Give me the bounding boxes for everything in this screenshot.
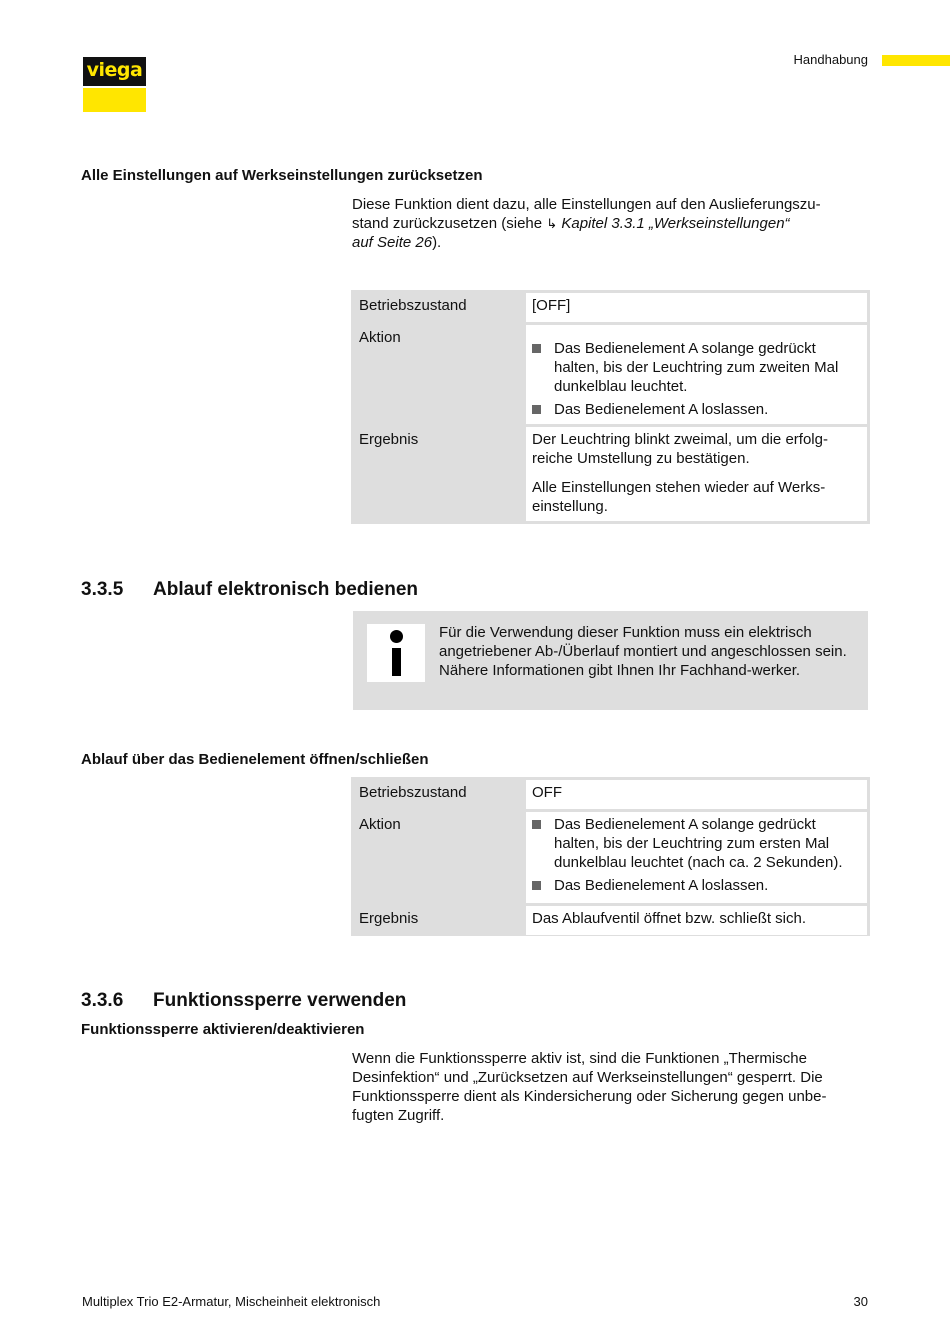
page-link[interactable]: auf Seite 26	[352, 234, 433, 251]
footer-doc-title: Multiplex Trio E2-Armatur, Mischeinheit elektronisch	[82, 1294, 381, 1309]
section-number: 3.3.6	[81, 990, 124, 1011]
section-title: Ablauf elektronisch bedienen	[153, 579, 418, 600]
result-text: Der Leuchtring blinkt zweimal, um die erfolg-reiche Umstellung zu bestätigen.	[532, 431, 828, 467]
row-label: Betriebszustand	[359, 784, 467, 801]
row-label: Ergebnis	[359, 431, 419, 448]
table-row	[351, 424, 870, 524]
info-text: Für die Verwendung dieser Funktion muss ein elektrisch angetriebener Ab-/Überlauf montiert und angeschlossen sein. Nähere Informationen gibt Ihnen Ihr Fachhand-werker.	[439, 624, 847, 679]
table-row	[351, 322, 870, 424]
logo-wordmark: viega	[86, 59, 143, 81]
function-lock-text: Wenn die Funktionssperre aktiv ist, sind die Funktionen „Thermische Desinfektion“ und „Zurücksetzen auf Werkseinstellungen“ gesperrt. Die Funktionssperre dient als Kindersicherung oder Sicherung gegen unbe-fugten Zugriff.	[352, 1050, 827, 1124]
row-value	[526, 427, 867, 521]
reset-description: Diese Funktion dient dazu, alle Einstellungen auf den Auslieferungszu- stand zurückzusetzen (siehe ↳ Kapitel 3.3.1 „Werkseinstellungen“ auf Seite 26).	[352, 196, 821, 251]
reset-action-table	[351, 290, 870, 524]
row-value: OFF	[526, 780, 867, 809]
row-value: Das Ablaufventil öffnet bzw. schließt sich.	[526, 906, 867, 935]
list-item: Das Bedienelement A solange gedrückt halten, bis der Leuchtring zum zweiten Mal dunkelblau leuchtet.	[532, 339, 861, 396]
list-item: Das Bedienelement A loslassen.	[532, 400, 861, 419]
info-box	[353, 611, 868, 710]
sub-heading: Ablauf über das Bedienelement öffnen/schließen	[81, 751, 429, 768]
page-number: 30	[853, 1294, 868, 1309]
drain-action-table	[351, 777, 870, 936]
link-arrow-icon: ↳	[546, 216, 558, 231]
table-row	[351, 903, 870, 936]
row-value	[526, 812, 867, 903]
table-row	[351, 777, 870, 809]
header-section-label: Handhabung	[793, 52, 868, 67]
list-item: Das Bedienelement A loslassen.	[532, 876, 861, 895]
header-accent-bar	[882, 55, 950, 66]
viega-logo	[83, 57, 146, 112]
row-value: [OFF]	[526, 293, 867, 322]
row-label: Aktion	[359, 329, 401, 346]
chapter-link[interactable]: Kapitel 3.3.1 „Werkseinstellungen“	[561, 215, 790, 232]
table-row	[351, 290, 870, 322]
row-value	[526, 325, 867, 424]
reset-text-line2: stand zurückzusetzen (siehe	[352, 215, 547, 232]
table-row	[351, 809, 870, 903]
result-text: Alle Einstellungen stehen wieder auf Werks-einstellung.	[532, 479, 826, 515]
section-title: Funktionssperre verwenden	[153, 990, 407, 1011]
row-label: Ergebnis	[359, 910, 419, 927]
info-icon	[367, 624, 425, 682]
row-label: Betriebszustand	[359, 297, 467, 314]
reset-text-line1: Diese Funktion dient dazu, alle Einstellungen auf den Auslieferungszu-	[352, 196, 821, 213]
row-label: Aktion	[359, 816, 401, 833]
section-number: 3.3.5	[81, 579, 124, 600]
reset-heading: Alle Einstellungen auf Werkseinstellungen zurücksetzen	[81, 167, 483, 184]
sub-heading: Funktionssperre aktivieren/deaktivieren	[81, 1021, 365, 1038]
list-item: Das Bedienelement A solange gedrückt halten, bis der Leuchtring zum ersten Mal dunkelblau leuchtet (nach ca. 2 Sekunden).	[532, 815, 861, 872]
